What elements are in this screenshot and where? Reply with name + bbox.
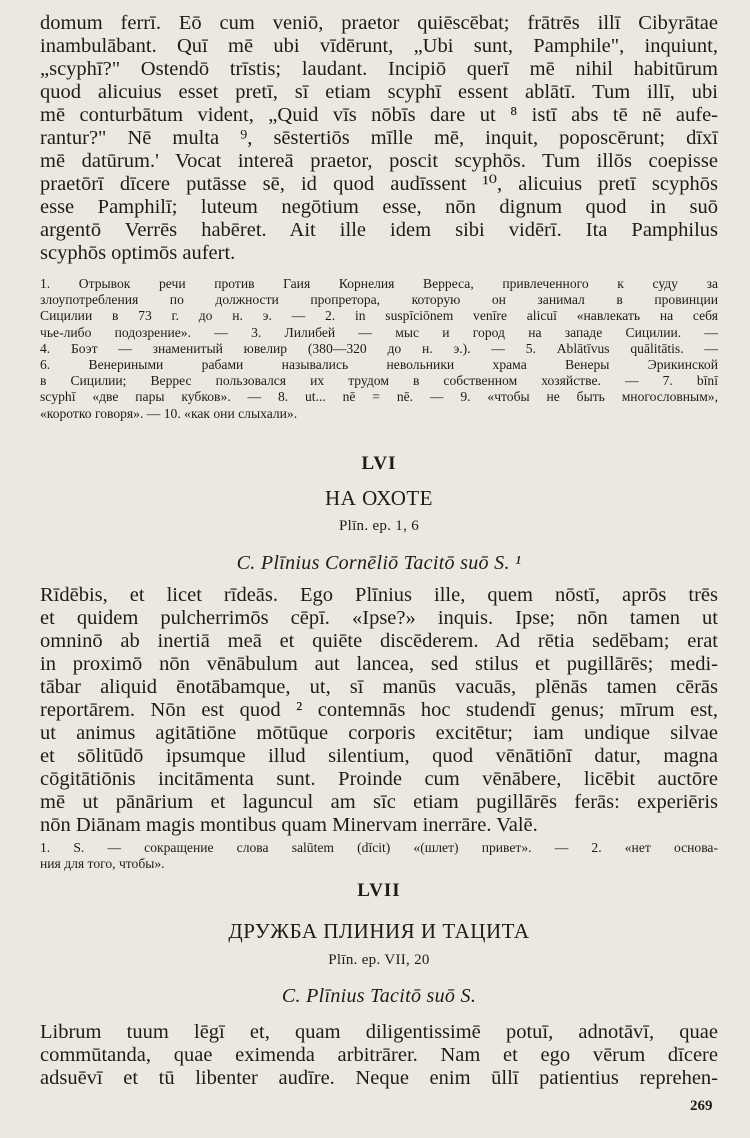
footnote-line: 1. Отрывок речи против Гаия Корнелия Верреса, привлеченного к суду за: [40, 276, 718, 291]
text-line: scyphōs optimōs aufert.: [40, 242, 236, 264]
footnote-line: Сицилии в 73 г. до н. э. — 2. in suspīciōnem venīre alicuī «навлекать на себя: [40, 308, 718, 324]
footnote-line: scyphī «две пары кубков». — 8. ut... nē = nē. — 9. «чтобы не быть многословным»,: [40, 389, 718, 405]
footnotes-lv: [40, 276, 718, 422]
text-line: domum ferrī. Eō cum veniō, praetor quiēscēbat; frātrēs illī Cibyrātae: [40, 12, 718, 34]
text-line: esse Pamphilī; luteum negōtium esse, nōn dignum quod in suō: [40, 196, 718, 218]
text-line: in proximō nōn vēnābulum aut lancea, sed stilus et pugillārēs; medi-: [40, 653, 718, 675]
section-number-lvi: LVI: [361, 453, 397, 474]
text-line: mē datūrum.' Vocat intereā praetor, poscit scyphōs. Tum illōs coepisse: [40, 150, 718, 172]
text-line: et quidem pulcherrimōs cēpī. «Ipse?» inquis. Ipse; nōn tamen ut: [40, 607, 718, 629]
section-number-lvii: LVII: [357, 880, 401, 901]
footnote-line: 6. Венериными рабами назывались невольники храма Венеры Эрикинской: [40, 357, 718, 373]
footnote-line: «коротко говоря». — 10. «как они слыхали».: [40, 405, 298, 421]
text-line: mē ut pānārium et laguncul am sīc etiam pugillārēs ferās: experiēris: [40, 791, 718, 813]
text-line: argentō Verrēs habēret. Ait ille idem sibi vidērī. Ita Pamphilus: [40, 219, 718, 241]
text-line: et sōlitūdō ipsumque illud silentium, quod vēnātiōnī datur, magna: [40, 745, 718, 767]
text-line: inambulābant. Quī mē ubi vīdērunt, „Ubi sunt, Pamphile", inquiunt,: [40, 35, 718, 57]
text-line: tābar aliquid ēnotābamque, ut, sī manūs vacuās, plēnās tamen cērās: [40, 676, 718, 698]
text-line: reportārem. Nōn est quod ² contemnās hoc studendī genus; mīrum est,: [40, 699, 718, 721]
text-line: adsuēvī et tū libenter audīre. Neque enim ūllī patientius reprehen-: [40, 1067, 718, 1089]
letter-address-lvii: C. Plīnius Tacitō suō S.: [281, 985, 477, 1007]
letter-address-lvi: C. Plīnius Cornēliō Tacitō suō S. ¹: [236, 552, 522, 574]
section-title-lvii: ДРУЖБА ПЛИНИЯ И ТАЦИТА: [228, 919, 530, 943]
footnote-line: чье-либо подозрение». — 3. Лилибей — мыс и город на западе Сицилии. —: [40, 324, 718, 340]
footnote-line: злоупотребления по должности пропретора, которую он занимал в провинции: [40, 292, 718, 308]
text-line: Librum tuum lēgī et, quam diligentissimē potuī, adnotāvī, quae: [40, 1021, 718, 1043]
text-line: commūtanda, quae eximenda arbitrārer. Nam et ego vērum dīcere: [40, 1044, 718, 1066]
footnote-line: 1. S. — сокращение слова salūtem (dīcit) «(шлет) привет». — 2. «нет основа-: [40, 840, 718, 855]
text-line: rantur?" Nē multa ⁹, sēstertiōs mīlle mē, inquit, poposcērunt; dīxī: [40, 127, 718, 149]
text-line: nōn Diānam magis montibus quam Minervam inerrāre. Valē.: [40, 814, 538, 836]
section-title-lvi: НА ОХОТЕ: [324, 486, 434, 510]
text-line: omninō ab inertiā meā et quiēte discēderem. Ad rētia sedēbam; erat: [40, 630, 718, 652]
footnote-line: 4. Боэт — знаменитый ювелир (380—320 до н. э.). — 5. Ablātīvus quālitātis. —: [40, 340, 718, 356]
text-line: „scyphī?" Ostendō trīstis; laudant. Incipiō querī mē nihil habitūrum: [40, 58, 718, 80]
section-text-lvi: [40, 584, 718, 837]
text-line: cōgitātiōnis incitāmenta sunt. Proinde cum vēnābere, licēbit auctōre: [40, 768, 718, 790]
text-line: mē conturbātum vident, „Quid vīs nōbīs dare ut ⁸ istī abs tē nē aufe-: [40, 104, 718, 126]
page-number: 269: [690, 1098, 713, 1114]
text-line: Rīdēbis, et licet rīdeās. Ego Plīnius ille, quem nōstī, aprōs trēs: [40, 584, 718, 606]
text-line: quod alicuius esset pretī, sī etiam scyphī essent ablātī. Tum illī, ubi: [40, 81, 718, 103]
top-passage: [40, 12, 718, 265]
section-source-lvi: Plīn. ep. 1, 6: [338, 518, 420, 534]
text-line: praetōrī dīcere putāsse sē, id quod audīssent ¹⁰, alicuius pretī scyphōs: [40, 173, 718, 195]
text-line: ut animus agitātiōne mōtūque corporis excitētur; iam undique silvae: [40, 722, 718, 744]
section-source-lvii: Plīn. ep. VII, 20: [328, 952, 430, 968]
section-text-lvii: [40, 1021, 718, 1090]
footnotes-lvi: [40, 840, 718, 872]
footnote-line: в Сицилии; Веррес пользовался их трудом в собственном хозяйстве. — 7. bīnī: [40, 373, 718, 389]
footnote-line: ния для того, чтобы».: [40, 856, 165, 872]
